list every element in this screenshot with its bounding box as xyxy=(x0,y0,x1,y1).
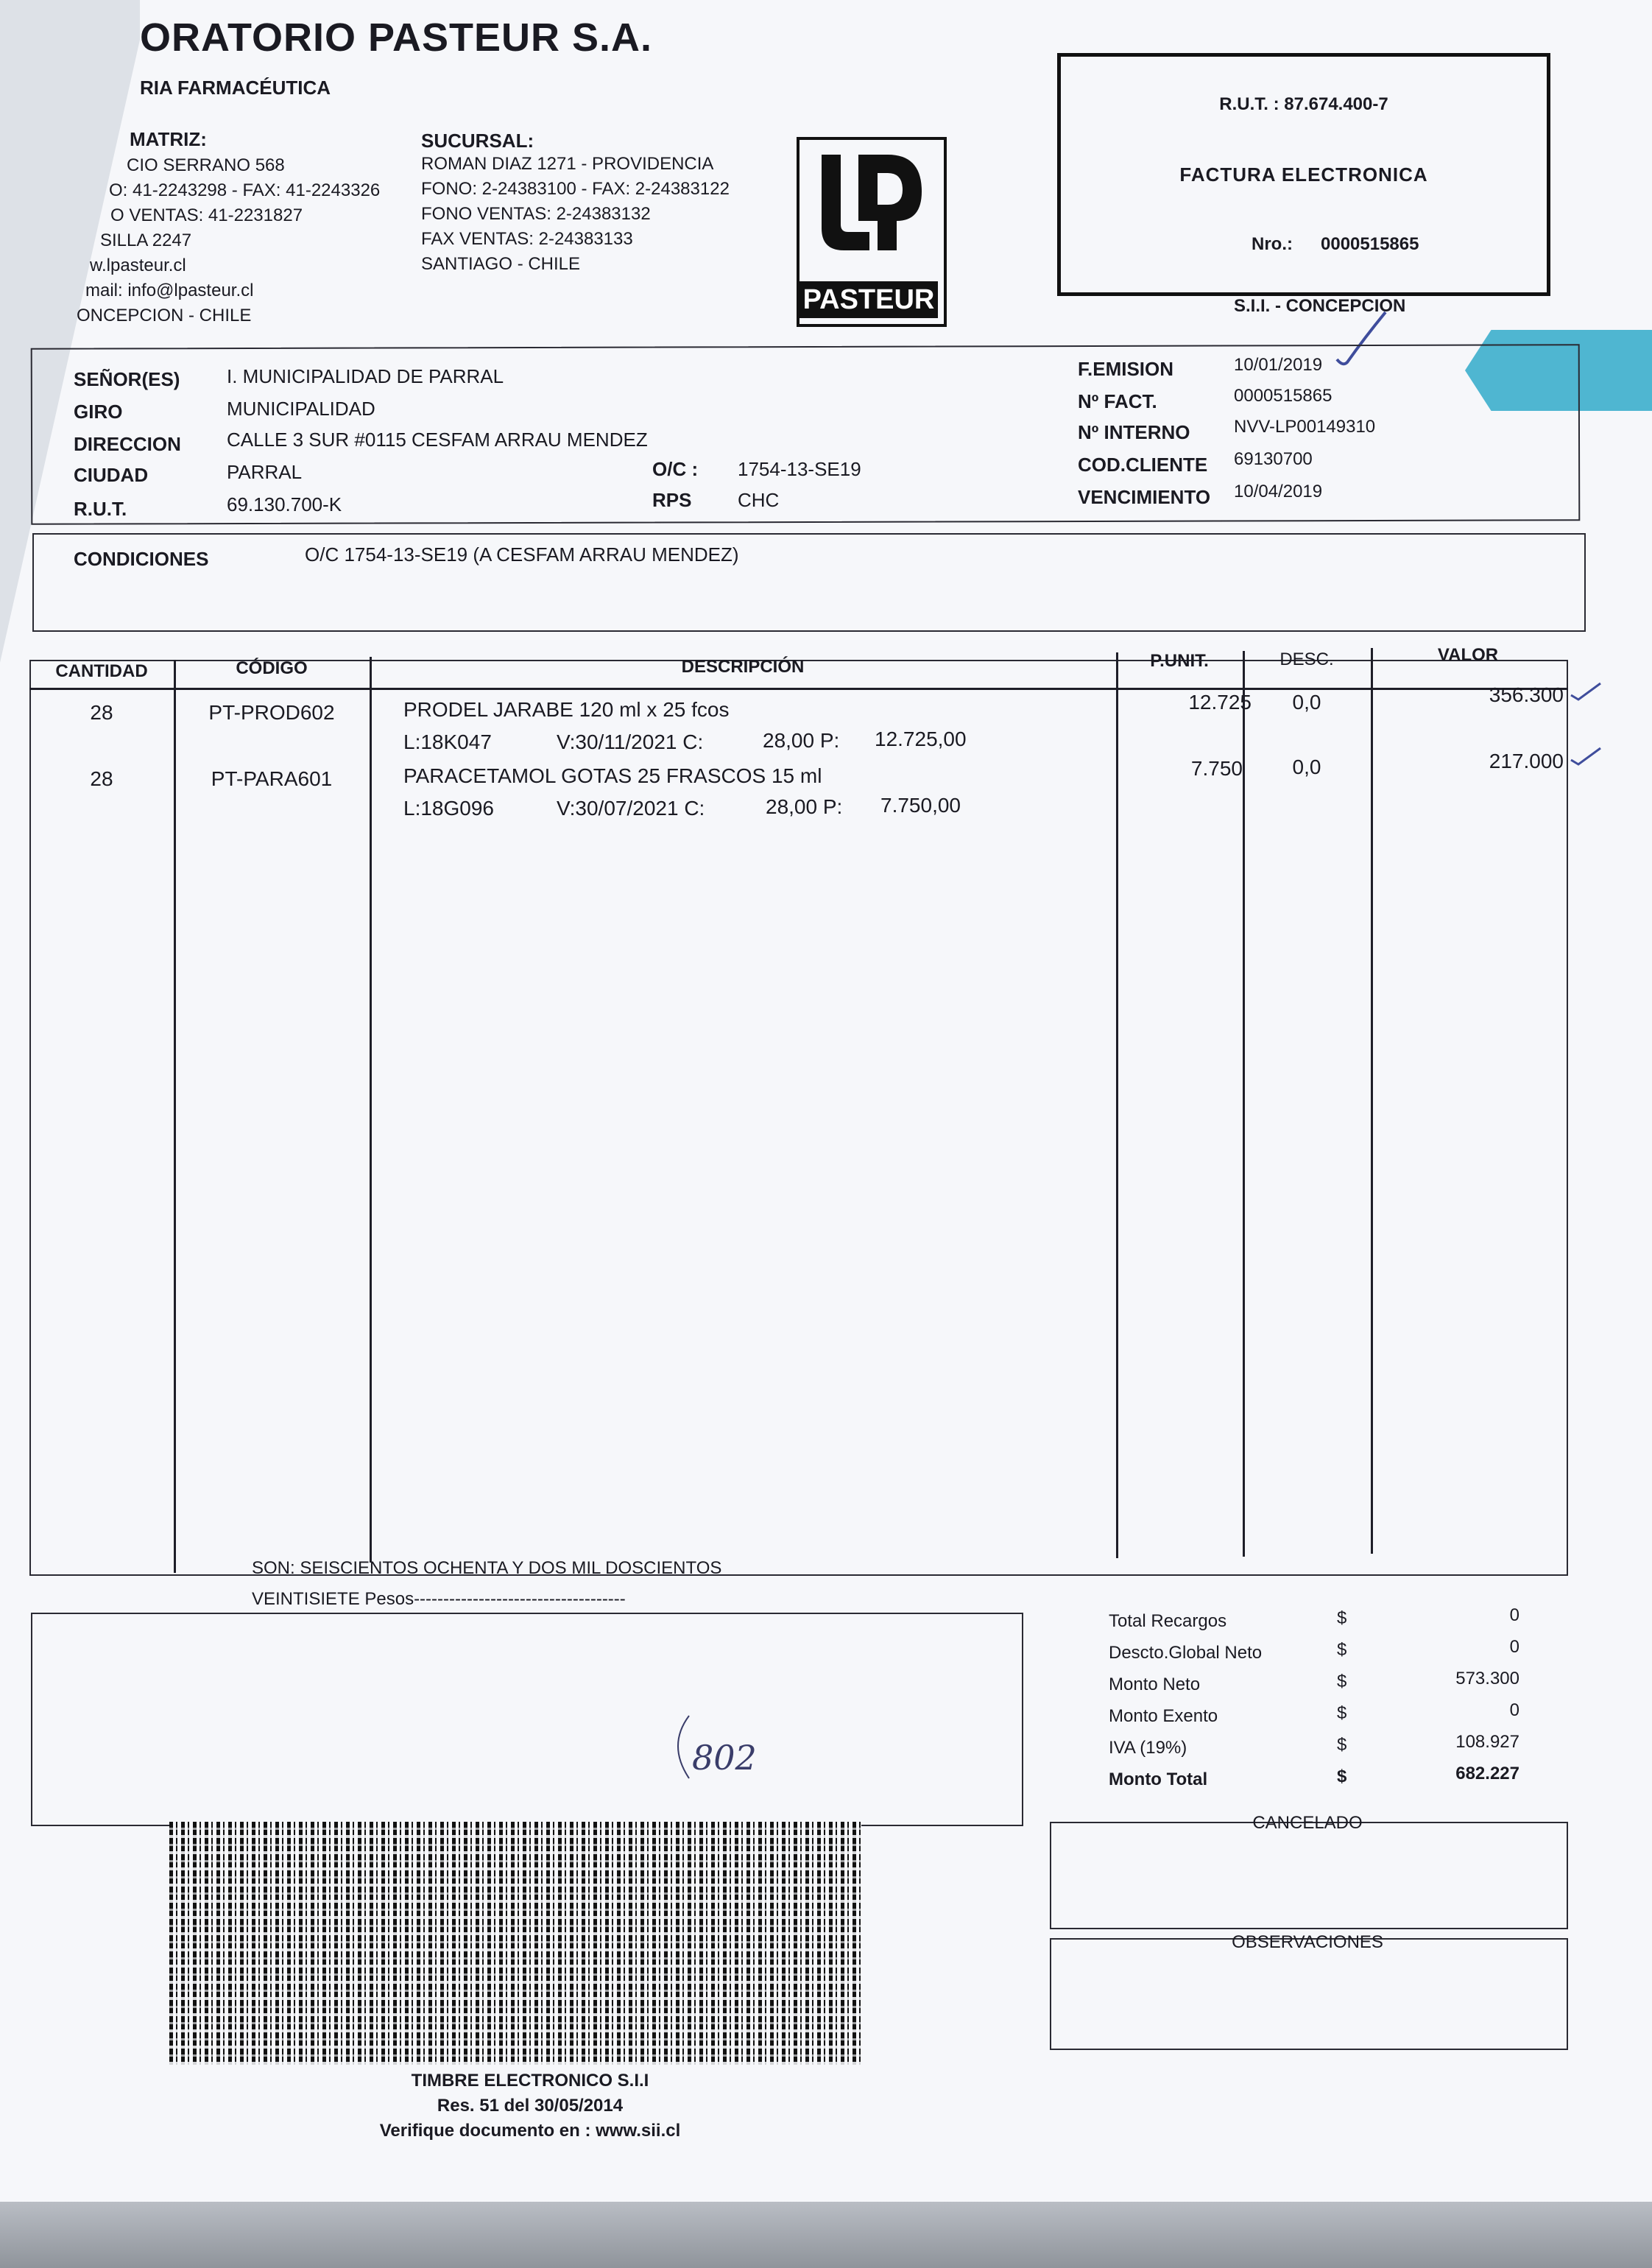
header-divider xyxy=(29,688,1568,690)
logo-wordmark: PASTEUR xyxy=(799,281,938,318)
sii-office: S.I.I. - CONCEPCION xyxy=(1234,296,1406,316)
document-type: FACTURA ELECTRONICA xyxy=(1179,163,1428,186)
conditions-label: CONDICIONES xyxy=(74,548,209,570)
cancelado-box xyxy=(1050,1822,1568,1929)
total-value: 682.227 xyxy=(1455,1764,1519,1783)
sucursal-label: SUCURSAL: xyxy=(421,130,534,152)
fact-number: 0000515865 xyxy=(1234,386,1332,406)
client-name: I. MUNICIPALIDAD DE PARRAL xyxy=(227,365,504,387)
amount-in-words-cont: VEINTISIETE Pesos------------------------------------ xyxy=(252,1589,626,1609)
nro-label: Nro.: xyxy=(1252,234,1293,254)
timbre-resolution: Res. 51 del 30/05/2014 xyxy=(437,2096,624,2116)
col-divider xyxy=(1116,652,1118,1558)
total-currency: $ xyxy=(1337,1767,1347,1786)
row-cantidad: 28 xyxy=(90,701,113,724)
totals-values xyxy=(1399,1599,1519,1789)
header-valor: VALOR xyxy=(1437,645,1499,665)
observaciones-box xyxy=(1050,1938,1568,2050)
row-p: 7.750,00 xyxy=(880,794,961,817)
row-venc: V:30/07/2021 C: xyxy=(557,797,705,820)
matriz-line: CIO SERRANO 568 xyxy=(127,155,285,175)
row-punit: 7.750 xyxy=(1190,757,1243,780)
fact-label: Nº FACT. xyxy=(1078,390,1157,412)
col-divider xyxy=(174,660,176,1573)
col-divider xyxy=(1243,651,1245,1557)
cliente-label: COD.CLIENTE xyxy=(1078,454,1208,476)
rps-label: RPS xyxy=(652,489,692,511)
sucursal-line: FONO VENTAS: 2-24383132 xyxy=(421,204,651,224)
rut-label: R.U.T. xyxy=(74,498,127,520)
total-currency: $ xyxy=(1337,1608,1347,1628)
observaciones-label: OBSERVACIONES xyxy=(1232,1932,1383,1952)
vencimiento-date: 10/04/2019 xyxy=(1234,482,1323,501)
client-giro: MUNICIPALIDAD xyxy=(227,398,375,420)
matriz-line: O: 41-2243298 - FAX: 41-2243326 xyxy=(109,180,381,200)
company-name: ORATORIO PASTEUR S.A. xyxy=(140,15,653,60)
matriz-label: MATRIZ: xyxy=(130,128,207,150)
check-marks-icon xyxy=(1568,677,1605,781)
row-p: 12.725,00 xyxy=(875,728,967,750)
total-value: 0 xyxy=(1509,1605,1519,1625)
row-venc: V:30/11/2021 C: xyxy=(557,730,704,753)
client-address: CALLE 3 SUR #0115 CESFAM ARRAU MENDEZ xyxy=(227,429,648,451)
sucursal-block xyxy=(421,152,730,277)
senor-label: SEÑOR(ES) xyxy=(74,368,180,390)
header-punit: P.UNIT. xyxy=(1150,651,1209,671)
timbre-title: TIMBRE ELECTRONICO S.I.I xyxy=(411,2071,649,2091)
page-shadow xyxy=(0,2202,1652,2268)
header-desc: DESC. xyxy=(1279,649,1334,669)
col-divider xyxy=(370,657,372,1563)
row-lote: L:18K047 xyxy=(403,730,492,753)
row-descripcion: PRODEL JARABE 120 ml x 25 fcos xyxy=(403,698,730,721)
client-rut: 69.130.700-K xyxy=(227,493,342,515)
total-label: Monto Exento xyxy=(1109,1706,1218,1726)
emision-date: 10/01/2019 xyxy=(1234,355,1323,375)
row-codigo: PT-PROD602 xyxy=(208,701,335,724)
conditions-box xyxy=(32,533,1586,632)
conditions-value: O/C 1754-13-SE19 (A CESFAM ARRAU MENDEZ) xyxy=(305,543,739,566)
sii-barcode xyxy=(169,1822,861,2065)
sucursal-line: FONO: 2-24383100 - FAX: 2-24383122 xyxy=(421,179,730,199)
row-valor: 356.300 xyxy=(1489,683,1564,706)
total-label: Monto Total xyxy=(1109,1769,1208,1789)
amount-in-words: SON: SEISCIENTOS OCHENTA Y DOS MIL DOSCIENTOS xyxy=(252,1558,722,1578)
row-descripcion: PARACETAMOL GOTAS 25 FRASCOS 15 ml xyxy=(403,764,822,787)
matriz-block xyxy=(77,153,381,328)
total-currency: $ xyxy=(1337,1640,1347,1660)
invoice-number: 0000515865 xyxy=(1321,234,1419,254)
matriz-line: mail: info@lpasteur.cl xyxy=(85,281,254,300)
header-descripcion: DESCRIPCIÓN xyxy=(681,657,805,677)
emision-label: F.EMISION xyxy=(1078,358,1174,380)
row-c: 28,00 P: xyxy=(763,729,840,752)
cliente-code: 69130700 xyxy=(1234,449,1313,469)
totals-labels xyxy=(1109,1605,1262,1795)
matriz-line: w.lpasteur.cl xyxy=(90,256,186,275)
cancelado-label: CANCELADO xyxy=(1252,1813,1363,1833)
total-label: Monto Neto xyxy=(1109,1674,1201,1694)
total-currency: $ xyxy=(1337,1703,1347,1723)
row-valor: 217.000 xyxy=(1489,750,1564,772)
row-punit: 12.725 xyxy=(1188,691,1252,714)
total-label: Descto.Global Neto xyxy=(1109,1643,1263,1663)
vencimiento-label: VENCIMIENTO xyxy=(1078,486,1211,508)
sucursal-line: SANTIAGO - CHILE xyxy=(421,254,581,274)
direccion-label: DIRECCION xyxy=(74,433,181,455)
rps-value: CHC xyxy=(738,489,780,511)
handwritten-note: 802 xyxy=(692,1738,757,1778)
total-value: 0 xyxy=(1509,1637,1519,1657)
notes-box xyxy=(31,1613,1023,1826)
oc-value: 1754-13-SE19 xyxy=(738,458,861,480)
total-currency: $ xyxy=(1337,1672,1347,1691)
total-value: 108.927 xyxy=(1455,1732,1519,1752)
col-divider xyxy=(1371,648,1373,1554)
header-codigo: CÓDIGO xyxy=(236,658,308,678)
row-lote: L:18G096 xyxy=(403,797,494,820)
row-cantidad: 28 xyxy=(90,767,113,790)
handwritten-circle-icon xyxy=(660,1701,785,1797)
total-label: Total Recargos xyxy=(1109,1611,1227,1631)
lp-mark-icon xyxy=(799,140,938,280)
row-desc: 0,0 xyxy=(1292,691,1321,714)
oc-label: O/C : xyxy=(652,458,699,480)
total-value: 0 xyxy=(1509,1700,1519,1720)
company-subtitle: RIA FARMACÉUTICA xyxy=(140,77,331,99)
total-value: 573.300 xyxy=(1455,1669,1519,1688)
row-desc: 0,0 xyxy=(1292,756,1321,778)
header-cantidad: CANTIDAD xyxy=(55,661,148,681)
totals-symbols xyxy=(1337,1602,1346,1792)
total-label: IVA (19%) xyxy=(1109,1738,1187,1758)
sucursal-line: FAX VENTAS: 2-24383133 xyxy=(421,229,633,249)
row-codigo: PT-PARA601 xyxy=(211,767,333,790)
total-currency: $ xyxy=(1337,1735,1347,1755)
company-rut: R.U.T. : 87.674.400-7 xyxy=(1219,94,1388,114)
row-c: 28,00 P: xyxy=(766,795,843,818)
giro-label: GIRO xyxy=(74,401,123,423)
matriz-line: O VENTAS: 41-2231827 xyxy=(110,205,303,225)
sucursal-line: ROMAN DIAZ 1271 - PROVIDENCIA xyxy=(421,154,714,174)
client-city: PARRAL xyxy=(227,461,303,483)
interno-number: NVV-LP00149310 xyxy=(1234,417,1376,437)
timbre-verify: Verifique documento en : www.sii.cl xyxy=(379,2121,681,2141)
ciudad-label: CIUDAD xyxy=(74,464,149,486)
matriz-line: SILLA 2247 xyxy=(100,230,192,250)
interno-label: Nº INTERNO xyxy=(1078,421,1190,443)
matriz-line: ONCEPCION - CHILE xyxy=(77,306,252,325)
